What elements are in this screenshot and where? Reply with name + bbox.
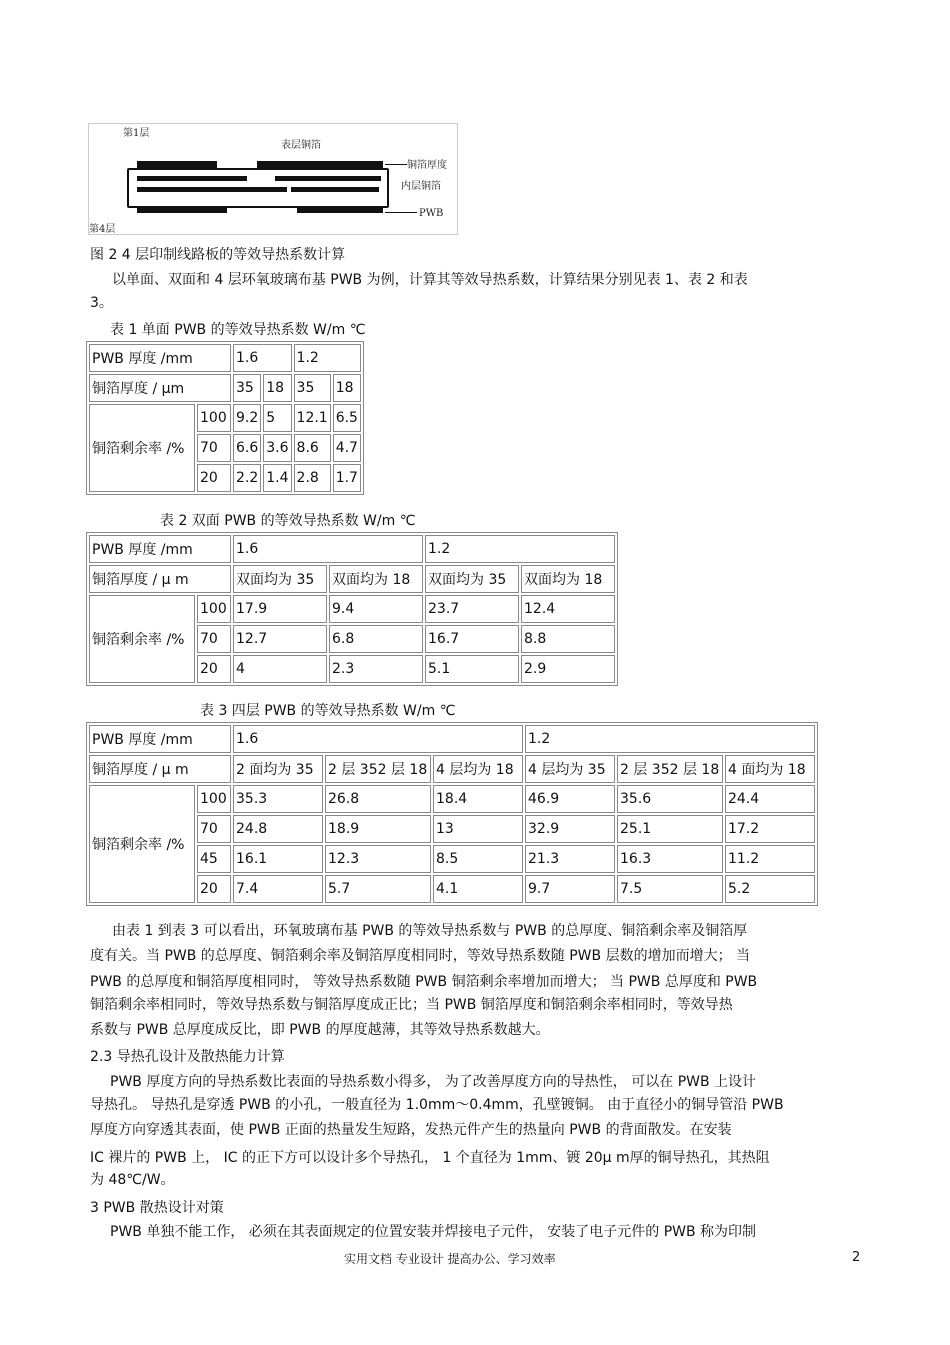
table3-foil-label: 铜箔厚度 / μ m — [89, 755, 231, 783]
table1-cell: 3.6 — [263, 434, 291, 462]
section-2-3-line: PWB 厚度方向的导热系数比表面的导热系数小得多， 为了改善厚度方向的导热性， 可以在 PWB 上设计 — [110, 1074, 757, 1090]
table3 — [86, 722, 818, 906]
table1-cell: 2.8 — [294, 464, 331, 492]
table1-cell: 1.7 — [333, 464, 361, 492]
table2-cell: 5.1 — [425, 655, 519, 683]
table3-cell: 26.8 — [325, 785, 431, 813]
inner-foil — [275, 176, 381, 181]
table3-cell: 11.2 — [725, 845, 815, 873]
table3-foil: 2 面均为 35 — [233, 755, 323, 783]
table3-foil: 2 层 352 层 18 — [617, 755, 723, 783]
table2-foil: 双面均为 18 — [521, 565, 615, 593]
section-2-3-line: 导热孔。 导热孔是穿透 PWB 的小孔，一般直径为 1.0mm～0.4mm，孔壁镀铜。 由于直径小的铜导管沿 PWB — [90, 1097, 784, 1113]
leader-line — [385, 164, 407, 165]
table1-cell: 1.4 — [263, 464, 291, 492]
table2-cell: 2.3 — [329, 655, 423, 683]
table3-rate: 100 — [197, 785, 231, 813]
table3-cell: 13 — [433, 815, 523, 843]
table3-rate: 70 — [197, 815, 231, 843]
table3-cell: 5.2 — [725, 875, 815, 903]
section-2-3-line: 为 48℃/W。 — [90, 1172, 175, 1188]
inner-foil — [137, 176, 247, 181]
figure-label-inner-foil: 内层铜箔 — [401, 181, 441, 192]
section-2-3-line: 厚度方向穿透其表面，使 PWB 正面的热量发生短路，发热元件产生的热量向 PWB 的背面散发。在安装 — [90, 1122, 732, 1138]
table2 — [86, 532, 618, 686]
table2-cell: 8.8 — [521, 625, 615, 653]
table1-foil: 18 — [333, 374, 361, 402]
table2-rate: 70 — [197, 625, 231, 653]
table3-cell: 24.8 — [233, 815, 323, 843]
table2-rate: 20 — [197, 655, 231, 683]
table2-caption: 表 2 双面 PWB 的等效导热系数 W/m ℃ — [160, 513, 416, 529]
table3-thickness: 1.6 — [233, 725, 523, 753]
table3-cell: 9.7 — [525, 875, 615, 903]
table3-rate: 20 — [197, 875, 231, 903]
table1-cell: 4.7 — [333, 434, 361, 462]
table3-cell: 18.4 — [433, 785, 523, 813]
table2-foil-label: 铜箔厚度 / μ m — [89, 565, 231, 593]
table2-cell: 16.7 — [425, 625, 519, 653]
figure-label-surface-foil: 表层铜箔 — [281, 140, 321, 151]
table2-foil: 双面均为 35 — [425, 565, 519, 593]
table2-foil: 双面均为 35 — [233, 565, 327, 593]
table2-thickness: 1.2 — [425, 535, 615, 563]
figure-label-pwb: PWB — [419, 208, 444, 219]
table1-caption: 表 1 单面 PWB 的等效导热系数 W/m ℃ — [110, 322, 366, 338]
table1-cell: 12.1 — [294, 404, 331, 432]
table3-cell: 32.9 — [525, 815, 615, 843]
table3-cell: 35.6 — [617, 785, 723, 813]
conclusion-line: 度有关。当 PWB 的总厚度、铜箔剩余率及铜箔厚度相同时，等效导热系数随 PWB 层数的增加而增大； 当 — [90, 948, 751, 964]
pwb-layer-figure — [88, 123, 458, 235]
table2-rate-label: 铜箔剩余率 /% — [89, 595, 195, 683]
table3-foil: 4 层均为 18 — [433, 755, 523, 783]
table3-foil: 4 面均为 18 — [725, 755, 815, 783]
table3-cell: 17.2 — [725, 815, 815, 843]
figure-label-layer1: 第1层 — [123, 128, 150, 139]
table2-thickness: 1.6 — [233, 535, 423, 563]
figure-caption: 图 2 4 层印制线路板的等效导热系数计算 — [90, 247, 346, 263]
top-foil — [343, 161, 383, 168]
table3-thickness: 1.2 — [525, 725, 815, 753]
top-foil — [137, 161, 217, 168]
table3-cell: 18.9 — [325, 815, 431, 843]
table3-cell: 5.7 — [325, 875, 431, 903]
table1-cell: 8.6 — [294, 434, 331, 462]
table3-cell: 35.3 — [233, 785, 323, 813]
table1-cell: 5 — [263, 404, 291, 432]
conclusion-line: 铜箔剩余率相同时，等效导热系数与铜箔厚度成正比；当 PWB 铜箔厚度和铜箔剩余率相同时，等效导热 — [90, 997, 733, 1013]
table1-thickness: 1.2 — [294, 344, 361, 372]
table2-cell: 12.4 — [521, 595, 615, 623]
table1-cell: 9.2 — [233, 404, 261, 432]
table3-cell: 12.3 — [325, 845, 431, 873]
table3-cell: 7.5 — [617, 875, 723, 903]
table2-rate: 100 — [197, 595, 231, 623]
section-3-line: PWB 单独不能工作， 必须在其表面规定的位置安装并焊接电子元件， 安装了电子元件的 PWB 称为印制 — [110, 1224, 757, 1240]
table2-cell: 6.8 — [329, 625, 423, 653]
table2-cell: 4 — [233, 655, 327, 683]
table1-foil: 35 — [233, 374, 261, 402]
table1-cell: 6.5 — [333, 404, 361, 432]
table1-foil: 35 — [294, 374, 331, 402]
table1-rate-label: 铜箔剩余率 /% — [89, 404, 195, 492]
table1-rate: 100 — [197, 404, 231, 432]
table3-cell: 8.5 — [433, 845, 523, 873]
table2-cell: 23.7 — [425, 595, 519, 623]
intro-line: 以单面、双面和 4 层环氧玻璃布基 PWB 为例，计算其等效导热系数，计算结果分别见表 1、表 2 和表 — [112, 272, 748, 288]
page-footer: 实用文档 专业设计 提高办公、学习效率 — [344, 1252, 556, 1266]
section-2-3-heading: 2.3 导热孔设计及散热能力计算 — [90, 1049, 285, 1065]
table1-thickness-label: PWB 厚度 /mm — [89, 344, 231, 372]
table3-rate: 45 — [197, 845, 231, 873]
table2-cell: 12.7 — [233, 625, 327, 653]
table3-cell: 4.1 — [433, 875, 523, 903]
table3-foil: 2 层 352 层 18 — [325, 755, 431, 783]
table1-cell: 2.2 — [233, 464, 261, 492]
table3-cell: 7.4 — [233, 875, 323, 903]
figure-label-foil-thickness: 铜箔厚度 — [407, 160, 447, 171]
table3-cell: 16.1 — [233, 845, 323, 873]
table2-cell: 9.4 — [329, 595, 423, 623]
section-2-3-line: IC 裸片的 PWB 上， IC 的正下方可以设计多个导热孔， 1 个直径为 1mm、镀 20μ m厚的铜导热孔，其热阻 — [90, 1150, 770, 1166]
inner-foil — [137, 187, 287, 192]
table1 — [86, 341, 364, 495]
bottom-foil — [297, 206, 383, 213]
table2-cell: 17.9 — [233, 595, 327, 623]
bottom-foil — [137, 206, 227, 213]
table1-rate: 70 — [197, 434, 231, 462]
conclusion-line: 系数与 PWB 总厚度成反比，即 PWB 的厚度越薄，其等效导热系数越大。 — [90, 1022, 550, 1038]
figure-label-layer4: 第4层 — [89, 224, 116, 235]
conclusion-line: PWB 的总厚度和铜箔厚度相同时， 等效导热系数随 PWB 铜箔剩余率增加而增大； 当 PWB 总厚度和 PWB — [90, 974, 758, 990]
table3-cell: 21.3 — [525, 845, 615, 873]
table3-cell: 46.9 — [525, 785, 615, 813]
table1-rate: 20 — [197, 464, 231, 492]
table3-thickness-label: PWB 厚度 /mm — [89, 725, 231, 753]
table3-cell: 24.4 — [725, 785, 815, 813]
table3-caption: 表 3 四层 PWB 的等效导热系数 W/m ℃ — [200, 703, 456, 719]
page-number: 2 — [852, 1250, 861, 1265]
table2-cell: 2.9 — [521, 655, 615, 683]
intro-line: 3。 — [90, 295, 113, 311]
table3-cell: 16.3 — [617, 845, 723, 873]
table3-rate-label: 铜箔剩余率 /% — [89, 785, 195, 903]
table2-thickness-label: PWB 厚度 /mm — [89, 535, 231, 563]
table1-cell: 6.6 — [233, 434, 261, 462]
inner-foil — [291, 187, 379, 192]
conclusion-line: 由表 1 到表 3 可以看出，环氧玻璃布基 PWB 的等效导热系数与 PWB 的总厚度、铜箔剩余率及铜箔厚 — [112, 923, 748, 939]
table3-foil: 4 层均为 35 — [525, 755, 615, 783]
table1-foil: 18 — [263, 374, 291, 402]
table2-foil: 双面均为 18 — [329, 565, 423, 593]
table1-thickness: 1.6 — [233, 344, 292, 372]
section-3-heading: 3 PWB 散热设计对策 — [90, 1200, 224, 1216]
table3-cell: 25.1 — [617, 815, 723, 843]
leader-line — [385, 212, 417, 213]
table1-foil-label: 铜箔厚度 / μm — [89, 374, 231, 402]
